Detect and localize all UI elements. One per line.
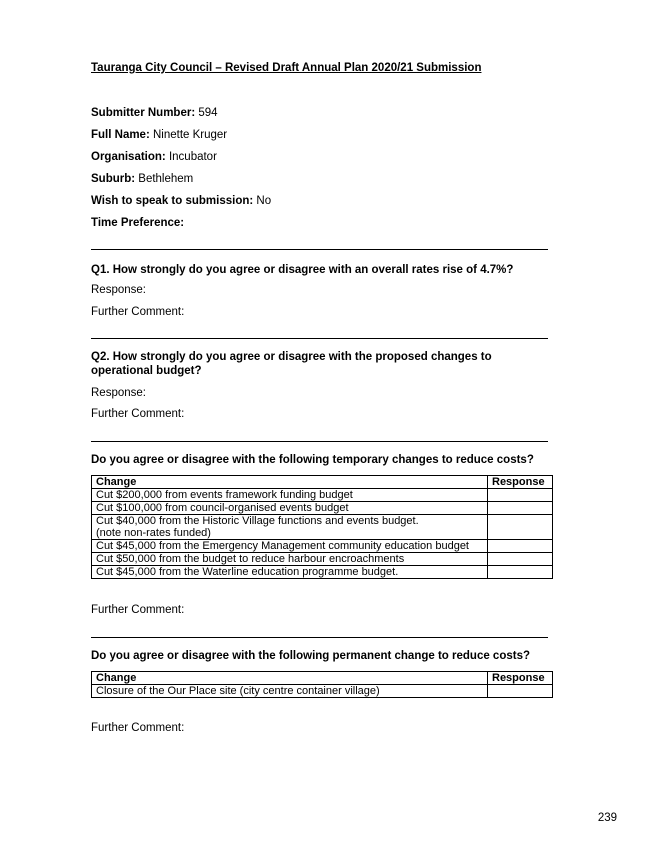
suburb-field — [91, 173, 193, 185]
speak-label: Wish to speak to submission: — [91, 195, 254, 207]
speak-value: No — [253, 195, 272, 207]
q1-question: Q1. How strongly do you agree or disagree with an overall rates rise of 4.7%? — [91, 264, 514, 276]
change-cell: Cut $200,000 from events framework funding budget — [92, 489, 488, 502]
q2-response-label: Response: — [91, 387, 146, 399]
organisation-label: Organisation: — [91, 151, 166, 163]
suburb-label: Suburb: — [91, 173, 136, 185]
divider — [91, 338, 548, 339]
change-cell: Cut $45,000 from the Emergency Management community education budget — [92, 540, 488, 553]
column-header-response: Response — [488, 476, 553, 489]
page-number: 239 — [597, 812, 617, 824]
column-header-change: Change — [92, 476, 488, 489]
change-cell: Cut $100,000 from council-organised events budget — [92, 502, 488, 515]
full-name-label: Full Name: — [91, 129, 150, 141]
q1-comment-label: Further Comment: — [91, 306, 185, 318]
response-cell — [488, 553, 553, 566]
full-name-value: Ninette Kruger — [149, 129, 228, 141]
full-name-field — [91, 129, 227, 141]
change-cell: Closure of the Our Place site (city centre container village) — [92, 685, 488, 698]
table-header-row — [92, 476, 553, 489]
response-cell — [488, 515, 553, 540]
response-cell — [488, 566, 553, 579]
change-note: (note non-rates funded) — [96, 527, 211, 539]
temporary-comment-label: Further Comment: — [91, 604, 185, 616]
response-cell — [488, 502, 553, 515]
column-header-response: Response — [488, 672, 553, 685]
permanent-change-table — [91, 671, 553, 698]
table-row — [92, 489, 553, 502]
table-header-row — [92, 672, 553, 685]
change-cell: Cut $50,000 from the budget to reduce harbour encroachments — [92, 553, 488, 566]
q2-question: Q2. How strongly do you agree or disagree with the proposed changes to operational budget? — [91, 351, 492, 377]
organisation-field — [91, 151, 217, 163]
organisation-value: Incubator — [165, 151, 217, 163]
divider — [91, 249, 548, 250]
time-preference-field — [91, 217, 184, 229]
response-cell — [488, 489, 553, 502]
table-row — [92, 685, 553, 698]
suburb-value: Bethlehem — [135, 173, 194, 185]
submitter-number-label: Submitter Number: — [91, 107, 196, 119]
change-cell — [92, 515, 488, 540]
temporary-changes-table — [91, 475, 553, 579]
table-row — [92, 540, 553, 553]
q1-response-label: Response: — [91, 284, 146, 296]
submitter-number-value: 594 — [195, 107, 218, 119]
document-title: Tauranga City Council – Revised Draft Annual Plan 2020/21 Submission — [91, 62, 482, 74]
submitter-number-field — [91, 107, 218, 119]
table-row — [92, 502, 553, 515]
change-text: Cut $40,000 from the Historic Village functions and events budget. — [96, 515, 419, 527]
speak-field — [91, 195, 271, 207]
change-cell: Cut $45,000 from the Waterline education programme budget. — [92, 566, 488, 579]
q2-comment-label: Further Comment: — [91, 408, 185, 420]
table-row — [92, 566, 553, 579]
temporary-changes-question: Do you agree or disagree with the following temporary changes to reduce costs? — [91, 454, 534, 466]
response-cell — [488, 685, 553, 698]
column-header-change: Change — [92, 672, 488, 685]
table-row — [92, 515, 553, 540]
permanent-comment-label: Further Comment: — [91, 722, 185, 734]
divider — [91, 637, 548, 638]
response-cell — [488, 540, 553, 553]
permanent-change-question: Do you agree or disagree with the following permanent change to reduce costs? — [91, 650, 530, 662]
table-row — [92, 553, 553, 566]
time-preference-label: Time Preference: — [91, 217, 185, 229]
divider — [91, 441, 548, 442]
